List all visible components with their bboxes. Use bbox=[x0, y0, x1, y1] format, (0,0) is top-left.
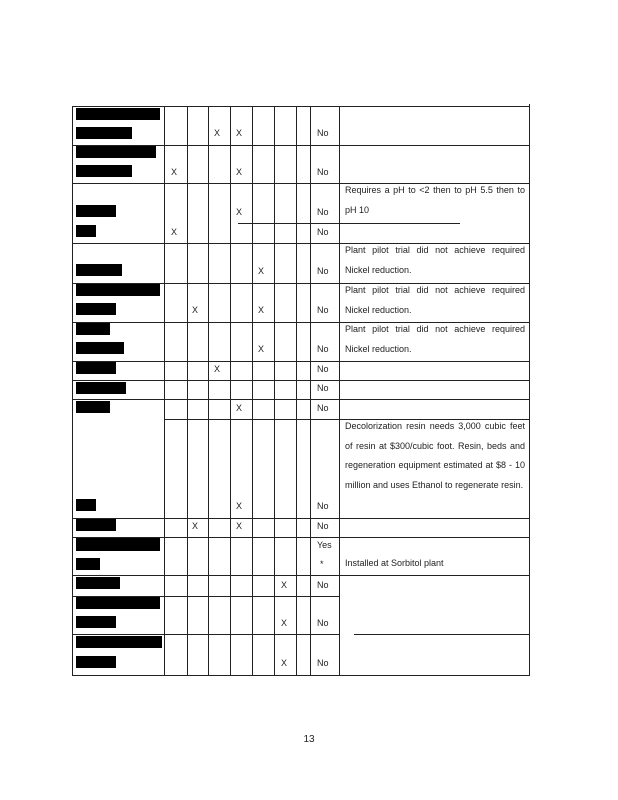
row-divider bbox=[339, 145, 530, 146]
status-cell: No bbox=[317, 580, 329, 590]
column-divider bbox=[230, 106, 231, 676]
status-cell: No bbox=[317, 383, 329, 393]
redacted-block bbox=[76, 225, 96, 237]
x-mark: X bbox=[171, 167, 178, 177]
column-divider bbox=[310, 106, 311, 676]
row-divider bbox=[72, 380, 530, 381]
column-divider bbox=[339, 106, 340, 676]
column-divider bbox=[208, 106, 209, 676]
note-nickel-reduction: Plant pilot trial did not achieve required Nickel reduction. bbox=[345, 245, 525, 275]
redacted-block bbox=[76, 342, 124, 354]
table-border-top bbox=[72, 106, 530, 107]
redacted-block bbox=[76, 362, 116, 374]
note-ph-adjust: Requires a pH to <2 then to pH 5.5 then to pH 10 bbox=[345, 185, 525, 215]
status-cell: No bbox=[317, 227, 329, 237]
redacted-block bbox=[76, 597, 160, 609]
note-sorbitol-plant: Installed at Sorbitol plant bbox=[345, 558, 444, 568]
x-mark: X bbox=[236, 167, 243, 177]
page-number: 13 bbox=[303, 734, 315, 745]
x-mark: X bbox=[281, 580, 288, 590]
status-cell: No bbox=[317, 403, 329, 413]
status-cell: Yes bbox=[317, 540, 332, 550]
redacted-block bbox=[76, 284, 160, 296]
column-divider bbox=[296, 106, 297, 676]
x-mark: X bbox=[281, 618, 288, 628]
column-divider bbox=[252, 106, 253, 676]
note-nickel-reduction: Plant pilot trial did not achieve required Nickel reduction. bbox=[345, 324, 525, 354]
status-cell: * bbox=[320, 559, 324, 569]
redacted-block bbox=[76, 264, 122, 276]
status-cell: No bbox=[317, 658, 329, 668]
redacted-block bbox=[76, 636, 162, 648]
row-divider bbox=[72, 399, 530, 400]
row-divider bbox=[354, 634, 530, 635]
x-mark: X bbox=[258, 266, 265, 276]
redacted-block bbox=[76, 499, 96, 511]
x-mark: X bbox=[236, 128, 243, 138]
redacted-block bbox=[76, 538, 160, 551]
x-mark: X bbox=[192, 305, 199, 315]
redacted-block bbox=[76, 108, 160, 120]
redacted-block bbox=[76, 656, 116, 668]
x-mark: X bbox=[192, 521, 199, 531]
redacted-block bbox=[76, 382, 126, 394]
redacted-block bbox=[76, 146, 156, 158]
x-mark: X bbox=[236, 207, 243, 217]
redacted-block bbox=[76, 205, 116, 217]
row-divider bbox=[72, 634, 340, 635]
column-divider bbox=[187, 106, 188, 676]
row-divider bbox=[72, 361, 530, 362]
redacted-block bbox=[76, 558, 100, 570]
x-mark: X bbox=[281, 658, 288, 668]
redacted-block bbox=[76, 616, 116, 628]
table-border-right bbox=[529, 104, 530, 676]
x-mark: X bbox=[258, 344, 265, 354]
redacted-block bbox=[76, 323, 110, 335]
x-mark: X bbox=[171, 227, 178, 237]
status-cell: No bbox=[317, 207, 329, 217]
redacted-block bbox=[76, 127, 132, 139]
x-mark: X bbox=[236, 403, 243, 413]
x-mark: X bbox=[214, 364, 221, 374]
status-cell: No bbox=[317, 521, 329, 531]
status-cell: No bbox=[317, 618, 329, 628]
table-border-left bbox=[72, 106, 73, 676]
x-mark: X bbox=[236, 501, 243, 511]
redacted-block bbox=[76, 577, 120, 589]
column-divider bbox=[274, 106, 275, 676]
x-mark: X bbox=[258, 305, 265, 315]
row-divider bbox=[238, 223, 460, 224]
note-nickel-reduction: Plant pilot trial did not achieve required Nickel reduction. bbox=[345, 285, 525, 315]
column-divider bbox=[164, 106, 165, 676]
redacted-block bbox=[76, 519, 116, 531]
note-decolorization-resin: Decolorization resin needs 3,000 cubic feet of resin at $300/cubic foot. Resin, beds and regeneration equipment estimated at $8 - 10 million and uses Ethanol to regenerate resin. bbox=[345, 421, 525, 490]
status-cell: No bbox=[317, 305, 329, 315]
redacted-block bbox=[76, 165, 132, 177]
x-mark: X bbox=[214, 128, 221, 138]
redacted-block bbox=[76, 303, 116, 315]
status-cell: No bbox=[317, 364, 329, 374]
status-cell: No bbox=[317, 501, 329, 511]
status-cell: No bbox=[317, 167, 329, 177]
row-divider bbox=[72, 575, 530, 576]
redacted-block bbox=[76, 401, 110, 413]
status-cell: No bbox=[317, 266, 329, 276]
table-border-bottom bbox=[72, 675, 530, 676]
x-mark: X bbox=[236, 521, 243, 531]
status-cell: No bbox=[317, 128, 329, 138]
row-divider bbox=[72, 518, 530, 519]
status-cell: No bbox=[317, 344, 329, 354]
